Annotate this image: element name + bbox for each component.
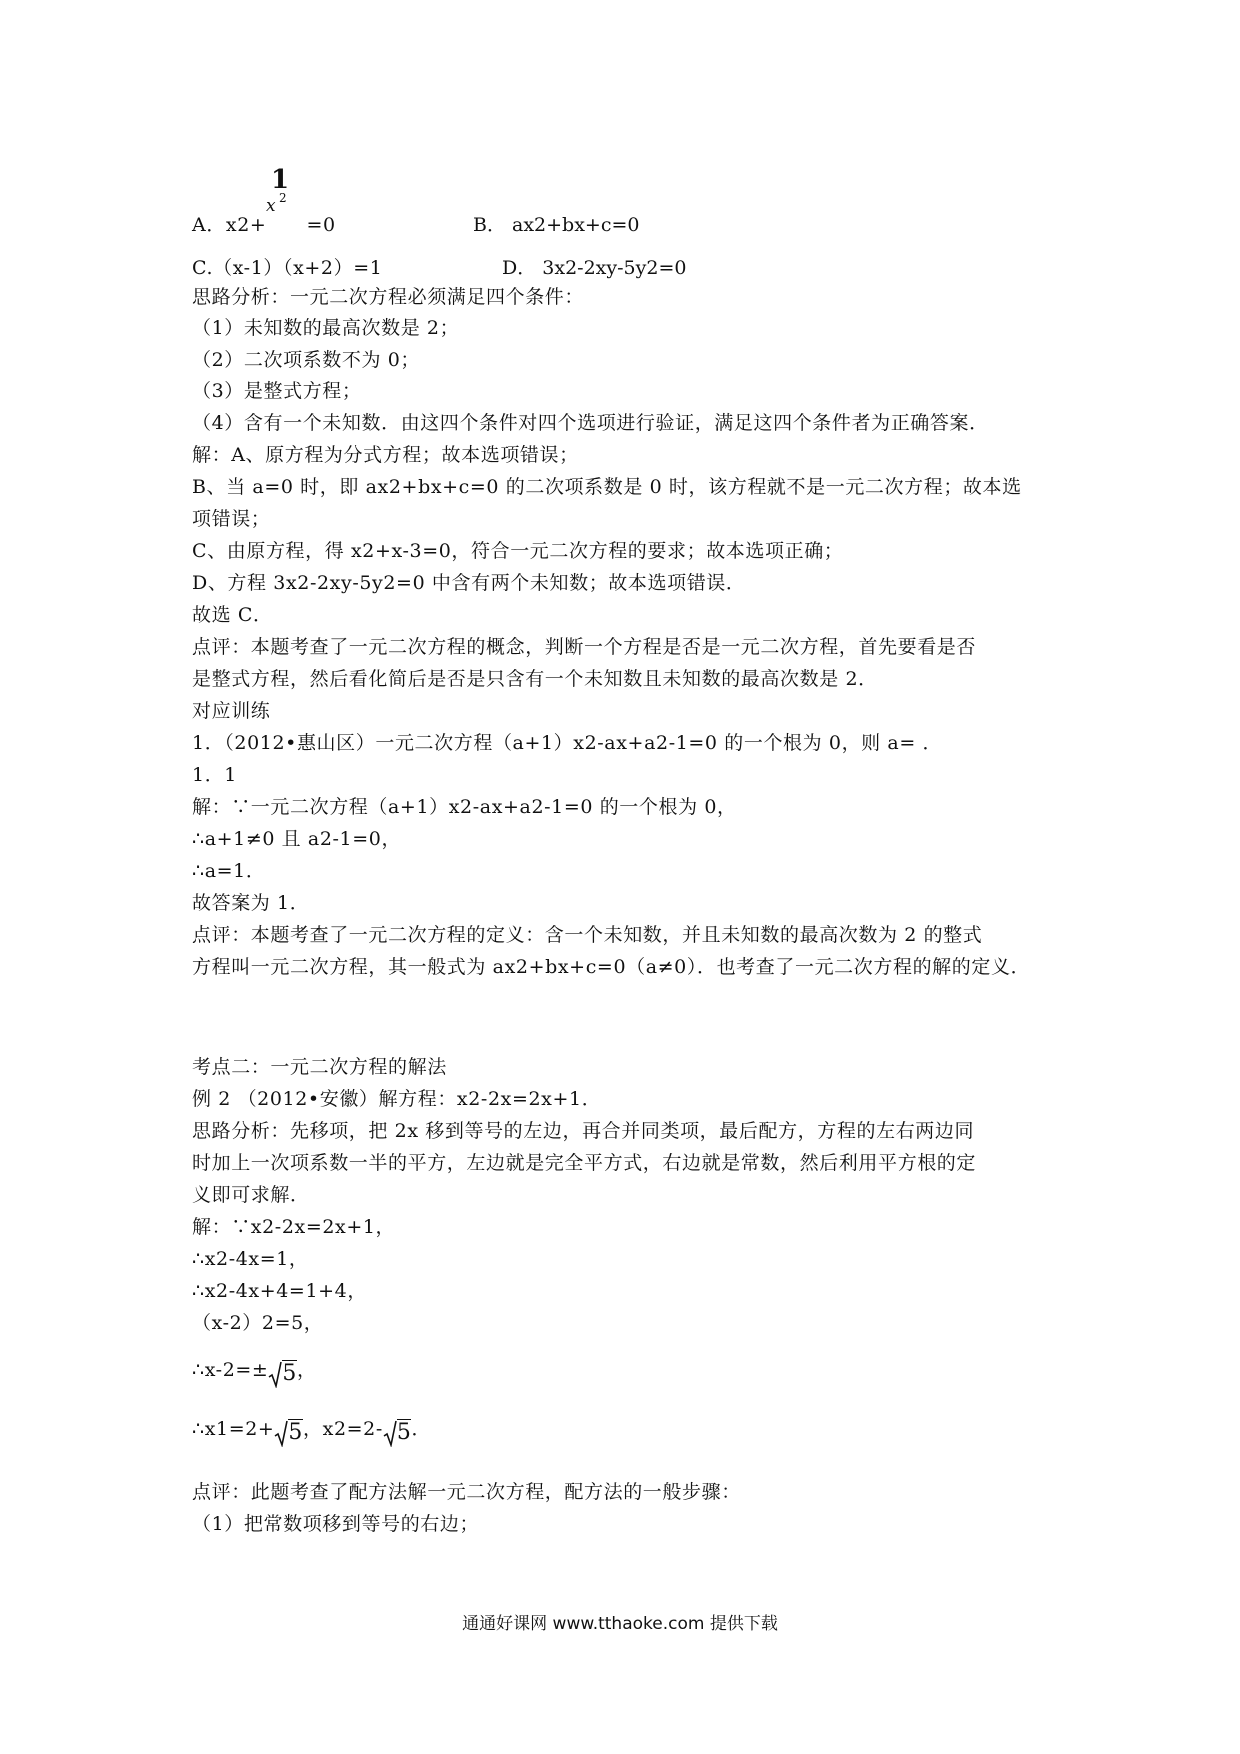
- equation-middle: ，x2=2-: [303, 1418, 383, 1440]
- text-line: 1．1: [192, 764, 237, 786]
- text-line: （1）未知数的最高次数是 2；: [192, 317, 460, 339]
- square-root: [274, 1419, 303, 1447]
- option-a: [192, 211, 336, 239]
- section-heading: 考点二：一元二次方程的解法: [192, 1056, 447, 1078]
- text-line: 方程叫一元二次方程，其一般式为 ax2+bx+c=0（a≠0）．也考查了一元二次方程的解的定义．: [192, 956, 1031, 978]
- text-line: ∴a+1≠0 且 a2-1=0，: [192, 828, 402, 850]
- radical-sign-icon: [383, 1419, 397, 1447]
- text-line: （4）含有一个未知数．由这四个条件对四个选项进行验证，满足这四个条件者为正确答案．: [192, 412, 989, 434]
- text-line: D、方程 3x2-2xy-5y2=0 中含有两个未知数；故本选项错误．: [192, 572, 746, 594]
- text-line: 1．（2012•惠山区）一元二次方程（a+1）x2-ax+a2-1=0 的一个根为 0，则 a= ．: [192, 732, 943, 754]
- text-line: （1）把常数项移到等号的右边；: [192, 1513, 480, 1535]
- radical-sign-icon: [268, 1360, 282, 1388]
- text-line: 是整式方程，然后看化简后是否是只含有一个未知数且未知数的最高次数是 2．: [192, 668, 878, 690]
- section-heading: 对应训练: [192, 700, 271, 722]
- text-line: （2）二次项系数不为 0；: [192, 349, 421, 371]
- radicand: 5: [288, 1420, 304, 1445]
- option-b: B． ax2+bx+c=0: [473, 214, 640, 236]
- option-d: D． 3x2-2xy-5y2=0: [502, 257, 687, 279]
- text-line: 思路分析：先移项，把 2x 移到等号的左边，再合并同类项，最后配方，方程的左右两边同: [192, 1120, 975, 1142]
- fraction-denominator-exponent: 2: [279, 191, 287, 205]
- fraction-numerator: 1: [271, 165, 290, 195]
- text-line: B、当 a=0 时，即 ax2+bx+c=0 的二次项系数是 0 时，该方程就不是一元二次方程；故本选: [192, 476, 1022, 498]
- text-line: 解：∵一元二次方程（a+1）x2-ax+a2-1=0 的一个根为 0，: [192, 796, 737, 818]
- square-root: [383, 1419, 412, 1447]
- text-line: 故选 C．: [192, 604, 273, 626]
- option-a-suffix: =0: [306, 214, 336, 236]
- option-a-prefix: A．x2+: [192, 214, 267, 236]
- text-line: ∴a=1．: [192, 860, 266, 882]
- equation-suffix: ，: [297, 1359, 317, 1381]
- text-line: 义即可求解．: [192, 1184, 310, 1206]
- text-line: 点评：本题考查了一元二次方程的定义：含一个未知数，并且未知数的最高次数为 2 的整式: [192, 924, 983, 946]
- fraction-denominator: x: [266, 196, 276, 216]
- text-line: ∴x2-4x=1，: [192, 1248, 309, 1270]
- page-footer: 通通好课网 www.tthaoke.com 提供下载: [462, 1614, 778, 1634]
- text-line: 思路分析：一元二次方程必须满足四个条件：: [192, 286, 585, 308]
- option-c: C.（x-1）（x+2）=1: [192, 257, 383, 279]
- text-line: C、由原方程，得 x2+x-3=0，符合一元二次方程的要求；故本选项正确；: [192, 540, 844, 562]
- equation-suffix: ．: [411, 1418, 432, 1440]
- text-line: ∴x2-4x+4=1+4，: [192, 1280, 367, 1302]
- text-line: 故答案为 1．: [192, 892, 310, 914]
- square-root: [268, 1360, 297, 1388]
- radical-sign-icon: [274, 1419, 288, 1447]
- equation-prefix: ∴x1=2+: [192, 1418, 275, 1440]
- text-line: 时加上一次项系数一半的平方，左边就是完全平方式，右边就是常数，然后利用平方根的定: [192, 1152, 977, 1174]
- text-line: 点评：本题考查了一元二次方程的概念，判断一个方程是否是一元二次方程，首先要看是否: [192, 636, 977, 658]
- text-line: 项错误；: [192, 508, 271, 530]
- text-line: （3）是整式方程；: [192, 380, 362, 402]
- equation-line-roots: [192, 1415, 431, 1447]
- radicand: 5: [396, 1420, 412, 1445]
- text-line: 点评：此题考查了配方法解一元二次方程，配方法的一般步骤：: [192, 1481, 741, 1503]
- text-line: 解：A、原方程为分式方程；故本选项错误；: [192, 444, 579, 466]
- text-line: 例 2 （2012•安徽）解方程：x2-2x=2x+1．: [192, 1088, 602, 1110]
- text-line: （x-2）2=5，: [192, 1312, 324, 1334]
- text-line: 解：∵x2-2x=2x+1，: [192, 1216, 396, 1238]
- equation-prefix: ∴x-2=±: [192, 1359, 269, 1381]
- radicand: 5: [282, 1361, 298, 1386]
- equation-line-sqrt: [192, 1356, 317, 1388]
